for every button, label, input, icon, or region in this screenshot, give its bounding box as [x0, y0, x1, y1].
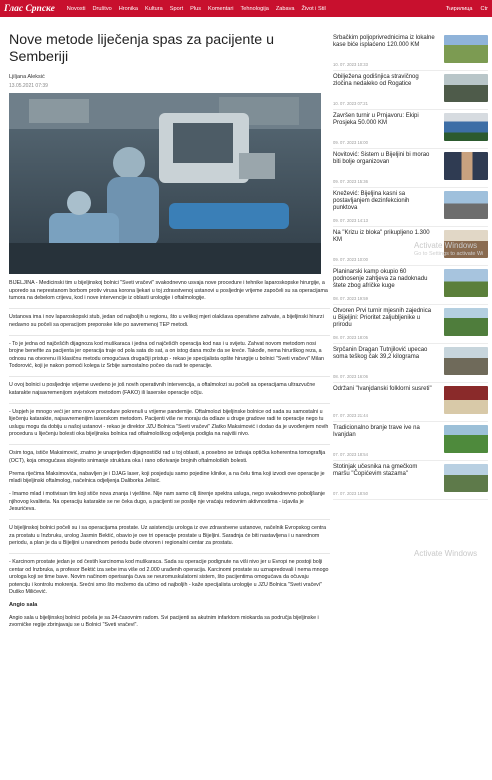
article-paragraph: U bijeljinskoj bolnici počeli su i sa operacijama prostate. Uz asistenciju urologa iz ove zdravstvene ustanove, načelnik Evropskog centra za prostatu u Inzbruku, urolog Jasmin Bektić, obavio je ove tri operacije prostate u Bijeljini. Saradnja će biti nastavljena i u narednom periodu, a plan je da u Bijeljini u narednom periodu bude otvoren i regionalni centar za prostatu.	[9, 525, 327, 546]
watermark-subtitle: Go to Settings to activate Wi	[414, 251, 484, 257]
nav-item-hronika[interactable]: Hronika	[118, 5, 139, 12]
article-paragraph: - Karcinom prostate jedan je od čestih karcinoma kod muškaraca. Sada su operacije podignute na viši nivo jer u Evropi ne postoji bolji centar od Inzbruka, a profesor Bektić iza sebe ima više od 2.000 urađenih operacija. Karcinomi prostate su uznapredovali i nema mnogo urologa koji se time bave. Novim načinom operisanja čuva se neuromuskulatorni sistem, što pacijentima omogućava da očuvaju potenciju i kontrolu mokrenja. Srećni smo što možemo da učimo od najboljih - kaže specijalista urologije u JZU Bolnica "Sveti vračevi" Duško Milićević.	[9, 559, 329, 595]
article-paragraph: Prema riječima Maksimovića, nabavljen je i DJAG laser, koji posjeduju samo pojedine klinike, a na čelu tima koji izvodi ove operacije je mladi bijeljinski oftalmolog, načelnica odjeljenja Daliborka Jelisić.	[9, 470, 325, 484]
nav-item-komentari[interactable]: Komentari	[208, 5, 234, 12]
main-menu	[67, 6, 326, 12]
sidebar-news-date: 08. 07. 2023 18:05	[333, 334, 368, 340]
sidebar-news-date: 07. 07. 2023 18:54	[333, 451, 368, 457]
article-date: 13.05.2021 07:39	[9, 83, 48, 89]
sidebar-news-title[interactable]: Završen turnir u Prnjavoru: Ekipi Prosjeka 50.000 KM	[333, 113, 419, 126]
sidebar-news-title[interactable]: Knežević: Bijeljina kasni sa postavljanjem dezinfekcionih punktova	[333, 191, 410, 211]
sidebar-news-date: 08. 07. 2023 16:06	[333, 373, 368, 379]
site-logo[interactable]: Глас Српске	[4, 3, 55, 14]
article-header	[9, 20, 327, 89]
sidebar-news-item[interactable]	[333, 306, 488, 344]
nav-item-sport[interactable]: Sport	[169, 5, 184, 12]
sidebar-news-item[interactable]	[333, 189, 488, 227]
watermark-title: Activate Windows	[414, 241, 478, 250]
sidebar-news-title[interactable]: Tradicionalno branje trave ive na Ivanjdan	[333, 425, 420, 438]
sidebar-news-date: 09. 07. 2023 16:00	[333, 139, 368, 145]
sidebar-news-date: 10. 07. 2023 10:33	[333, 61, 368, 67]
sidebar-news-title[interactable]: Planinarski kamp okupio 60 podnosenje zahtjeva za nadoknadu štete zbog afričke kuge	[333, 269, 428, 289]
news-thumbnail[interactable]	[444, 191, 488, 219]
sidebar-news-date: 07. 07. 2023 18:50	[333, 490, 368, 496]
nav-item-kultura[interactable]: Kultura	[145, 5, 163, 12]
article-author[interactable]: Ljiljana Aleksić	[9, 74, 45, 80]
article-title: Nove metode liječenja spas za pacijente u Semberiji	[9, 32, 274, 65]
sidebar-news-item[interactable]	[333, 345, 488, 383]
nav-item-zivot-i-stil[interactable]: Život i Stil	[301, 5, 326, 12]
nav-item-drustvo[interactable]: Društvo	[92, 5, 112, 12]
activate-windows-watermark	[414, 242, 483, 258]
article-body	[9, 280, 330, 635]
article-paragraph: U ovoj bolnici u posljednje vrijeme uvedeno je još novih operativnih intervencija, a oftalmolozi su počeli sa operacijama ultrazvučne katarakte najsavremenijom svjetskom metodom (FAKO) ili laserske operacije očiju.	[9, 382, 316, 396]
sidebar-news-item[interactable]	[333, 423, 488, 461]
cyrillic-link[interactable]: Ћирилица	[445, 5, 473, 12]
article-photo	[9, 93, 321, 274]
article-paragraph: - Imamo mlad i motivisan tim koji stiče nova znanja i vještine. Nije nam samo cilj širenje spektra usluga, nego svakodnevno poboljšanje njihovog kvaliteta. Na operaciju katarakte se ne čeka dugo, a pacijenti se poslije nje vraćaju redovnim aktivnostima - izjavila je Jesurićeva.	[9, 491, 325, 512]
sidebar-news-item[interactable]	[333, 72, 488, 110]
news-thumbnail[interactable]	[444, 35, 488, 63]
activate-windows-watermark	[414, 550, 477, 558]
nav-right-links	[446, 6, 488, 12]
news-thumbnail[interactable]	[444, 386, 488, 414]
sidebar-news-title[interactable]: Novitović: Sistem u Bijeljini bi morao biti bolje organizovan	[333, 152, 430, 165]
sidebar-news-date: 10. 07. 2023 07:21	[333, 100, 368, 106]
nav-item-tehnologija[interactable]: Tehnologija	[240, 5, 269, 12]
sidebar-news-date: 09. 07. 2023 15:36	[333, 178, 368, 184]
article-paragraph: BIJELJINA - Medicinski tim u bijeljinskoj bolnici "Sveti vračevi" svakodnevno usvaja nove procedure i tehnike laparoskopske hirurgije, a uporedo sa neprestanom borbom protiv virusa korona ljekari u toj zdravstvenoj ustanovi u posljednje vrijeme započeli su sa operacijama tumora na debelom crijevu, kod i nove intervencije iz oblasti urologije i oftalmologije.	[9, 280, 328, 301]
news-thumbnail[interactable]	[444, 425, 488, 453]
sidebar-news-item[interactable]	[333, 384, 488, 422]
article-paragraph: - To je jedna od najčešćih dijagnoza kod muškaraca i jedna od najčešćih operacija kod nas i u svijetu. Zahvat novom metodom nosi brojne benefite za pacijenta jer operacija traje od pola sata do sat, a on istog dana može da se kreće. Takođe, nema hirurškog reza, a odnosu na otvorenu ili klasičnu metodu omogućava drugačiji pristup - rekao je specijalista opšte hirurgije u bolnici "Sveti vračevi" Milan Todorović, koji je nakon pomoći kolega iz Srbije samostalno počeo da radi te operacije.	[9, 340, 324, 369]
sidebar-news-title[interactable]: Obilježena godišnjica stravičnog zločina nedaleko od Rogatice	[333, 74, 419, 87]
latin-link[interactable]: Ctr	[480, 5, 488, 12]
article-paragraph: - Uspjeh je mnogo veći jer smo nove procedure pokrenuli u vrijeme pandemije. Oftalmolozi bijeljinske bolnice od sada su samostalni u liječenju katarakte, najsavremenijim laserskom metodom. Pacijenti više ne moraju da odlaze u druge gradove radi te operacije nego tu uslugu mogu da dobiju u našoj ustanovi - rekao je direktor JZU Bolnica "Sveti vračevi" Zlatko Maksimović i dodao da je uvođenjem novih procedura u liječenju bolesti oka bijeljinska bolnica rad oftalmološkog odjeljenja podigla na najviši nivo.	[9, 408, 329, 437]
operating-room-image	[9, 93, 321, 274]
sidebar-news-title[interactable]: Otvoren Prvi turnir mjesnih zajednica u Bijeljini: Prioritet zaljubljenike u prirodu	[333, 308, 432, 328]
sidebar-news-title[interactable]: Srpčanin Dragan Tutnjilović upecao soma teškog čak 39,2 kilograma	[333, 347, 428, 360]
sidebar-news-date: 09. 07. 2023 14:13	[333, 217, 368, 223]
divider	[9, 444, 330, 445]
divider	[9, 376, 330, 377]
divider	[9, 519, 330, 520]
sidebar-news-item[interactable]	[333, 267, 488, 305]
sidebar-news-date: 09. 07. 2023 10:00	[333, 256, 368, 262]
sidebar-news-title[interactable]: Stotinjak učesnika na gmečkom maršu "Čopićevim stazama"	[333, 464, 418, 477]
related-news-sidebar	[333, 33, 488, 501]
article-paragraph: Angio sala u bijeljinskoj bolnici počela je sa 24-časovnim radom. Svi pacijenti sa akutnim infarktom miokarda sa područja bijeljinske i zvorničke regije zbrinjavaju se u Bolnici "Sveti vračevi".	[9, 614, 319, 628]
news-thumbnail[interactable]	[444, 152, 488, 180]
news-thumbnail[interactable]	[444, 347, 488, 375]
sidebar-news-item[interactable]	[333, 111, 488, 149]
sidebar-news-title[interactable]: Srbačkim poljoprivrednicima iz lokalne kase biće isplaćeno 120.000 KM	[333, 35, 435, 48]
sidebar-news-date: 07. 07. 2023 21:44	[333, 412, 368, 418]
divider	[9, 553, 330, 554]
article-paragraph: Osim toga, ističe Maksimović, znatno je unaprijeđen dijagnostički rad u toj oblasti, a posebno se izdvaja optička koherentna tomografija (OCT), koja omogućava slojevito snimanje struktura oka i rano otkrivanje brojnih oftalmoloških bolesti.	[9, 450, 326, 464]
sidebar-news-date: 08. 07. 2023 19:59	[333, 295, 368, 301]
nav-item-zabava[interactable]: Zabava	[275, 5, 295, 12]
news-thumbnail[interactable]	[444, 74, 488, 102]
section-heading: Angio sala	[9, 602, 38, 608]
news-thumbnail[interactable]	[444, 269, 488, 297]
sidebar-news-item[interactable]	[333, 33, 488, 71]
sidebar-news-title[interactable]: Održani "Ivanjdanski folklorni susreti"	[333, 386, 432, 392]
article-paragraph: Ustanova ima i nov laparoskopski stub, jedan od najboljih u regionu, što u velikoj mjeri olakšava operativne zahvate, a bijeljinski hirurzi nedavno su počeli sa operacijom preponske kile po savremenoj TEP metodi.	[9, 314, 324, 328]
divider	[9, 403, 330, 404]
nav-item-plus[interactable]: Plus	[190, 5, 202, 12]
divider	[9, 308, 330, 309]
watermark-title: Activate Windows	[414, 549, 478, 558]
news-thumbnail[interactable]	[444, 308, 488, 336]
top-navigation-bar	[0, 0, 492, 17]
news-thumbnail[interactable]	[444, 464, 488, 492]
nav-item-novosti[interactable]: Novosti	[66, 5, 86, 12]
sidebar-news-item[interactable]	[333, 462, 488, 500]
divider	[9, 335, 330, 336]
sidebar-news-title[interactable]: Na "Krizu iz bloka" prikupljeno 1.300 KM	[333, 230, 430, 243]
sidebar-news-item[interactable]	[333, 150, 488, 188]
news-thumbnail[interactable]	[444, 113, 488, 141]
